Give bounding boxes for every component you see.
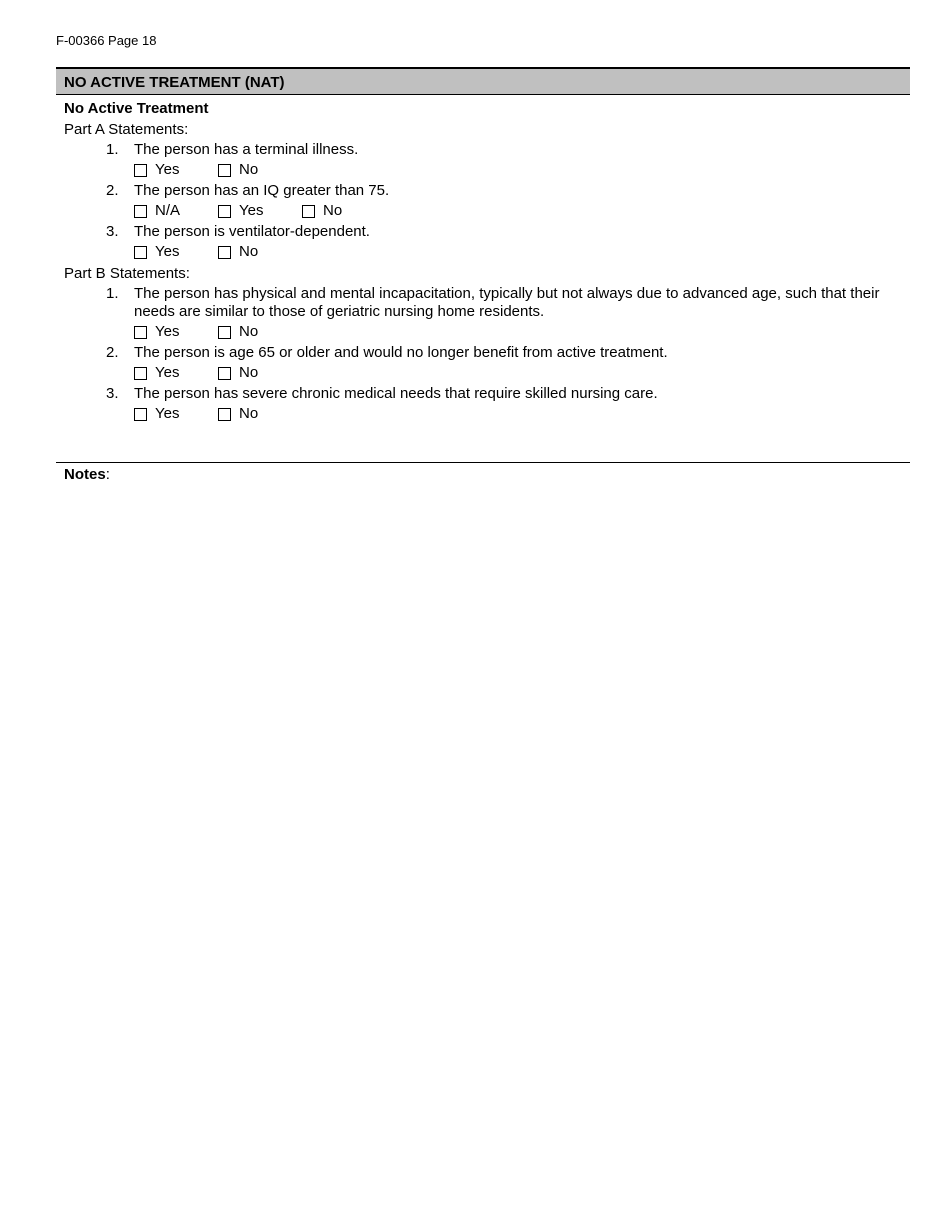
part-a-label: Part A Statements: bbox=[64, 121, 189, 138]
option-label: N/A bbox=[155, 202, 181, 219]
option-no[interactable] bbox=[302, 202, 386, 220]
option-label: No bbox=[239, 323, 259, 340]
statement-number: 1. bbox=[106, 141, 119, 158]
option-label: Yes bbox=[155, 405, 180, 422]
answer-options bbox=[134, 200, 910, 222]
statement-body bbox=[134, 140, 910, 181]
statement-text: The person has a terminal illness. bbox=[134, 141, 359, 158]
option-label: Yes bbox=[239, 202, 264, 219]
checkbox-no[interactable] bbox=[218, 408, 231, 421]
part-b-statement-3 bbox=[106, 384, 910, 425]
statement-text: The person has severe chronic medical needs that require skilled nursing care. bbox=[134, 385, 658, 402]
answer-options bbox=[134, 241, 910, 263]
option-label: No bbox=[239, 161, 259, 178]
checkbox-yes[interactable] bbox=[134, 246, 147, 259]
statement-number: 1. bbox=[106, 285, 119, 302]
option-yes[interactable] bbox=[134, 161, 218, 179]
checkbox-yes[interactable] bbox=[134, 164, 147, 177]
option-no[interactable] bbox=[218, 323, 302, 341]
part-a-statements bbox=[64, 140, 910, 263]
checkbox-yes[interactable] bbox=[134, 408, 147, 421]
part-b-statement-2 bbox=[106, 343, 910, 384]
statement-body bbox=[134, 343, 910, 384]
notes-label: Notes bbox=[64, 466, 106, 483]
option-label: No bbox=[323, 202, 343, 219]
checkbox-yes[interactable] bbox=[134, 326, 147, 339]
option-label: Yes bbox=[155, 364, 180, 381]
option-yes[interactable] bbox=[134, 323, 218, 341]
statement-text: The person has an IQ greater than 75. bbox=[134, 182, 390, 199]
checkbox-no[interactable] bbox=[218, 246, 231, 259]
statement-text: The person is age 65 or older and would no longer benefit from active treatment. bbox=[134, 344, 668, 361]
section-title: NO ACTIVE TREATMENT (NAT) bbox=[56, 67, 910, 95]
answer-options bbox=[134, 159, 910, 181]
statement-body bbox=[134, 181, 910, 222]
notes-field[interactable] bbox=[64, 466, 110, 484]
answer-options bbox=[134, 321, 910, 343]
statement-body bbox=[134, 284, 910, 343]
option-yes[interactable] bbox=[134, 364, 218, 382]
option-label: Yes bbox=[155, 323, 180, 340]
nat-section bbox=[56, 67, 910, 425]
part-b-statements bbox=[64, 284, 910, 425]
part-b-statement-1 bbox=[106, 284, 910, 343]
answer-options bbox=[134, 403, 910, 425]
option-yes[interactable] bbox=[134, 405, 218, 423]
answer-options bbox=[134, 362, 910, 384]
notes-divider bbox=[56, 462, 910, 463]
statement-body bbox=[134, 222, 910, 263]
section-subtitle: No Active Treatment bbox=[64, 100, 209, 117]
option-na[interactable] bbox=[134, 202, 218, 220]
checkbox-no[interactable] bbox=[218, 326, 231, 339]
statement-text: The person is ventilator-dependent. bbox=[134, 223, 370, 240]
statement-body bbox=[134, 384, 910, 425]
option-no[interactable] bbox=[218, 405, 302, 423]
option-label: No bbox=[239, 243, 259, 260]
option-label: No bbox=[239, 405, 259, 422]
option-no[interactable] bbox=[218, 161, 302, 179]
part-a-statement-2 bbox=[106, 181, 910, 222]
section-content bbox=[56, 98, 910, 425]
checkbox-no[interactable] bbox=[302, 205, 315, 218]
checkbox-yes[interactable] bbox=[218, 205, 231, 218]
option-label: No bbox=[239, 364, 259, 381]
option-no[interactable] bbox=[218, 364, 302, 382]
checkbox-no[interactable] bbox=[218, 367, 231, 380]
statement-text: The person has physical and mental incapacitation, typically but not always due to advanced age, such that their needs are similar to those of geriatric nursing home residents. bbox=[134, 285, 880, 320]
statement-number: 3. bbox=[106, 223, 119, 240]
option-yes[interactable] bbox=[218, 202, 302, 220]
option-no[interactable] bbox=[218, 243, 302, 261]
page-header: F-00366 Page 18 bbox=[56, 33, 157, 48]
notes-colon: : bbox=[105, 466, 110, 483]
checkbox-no[interactable] bbox=[218, 164, 231, 177]
option-label: Yes bbox=[155, 161, 180, 178]
part-a-statement-1 bbox=[106, 140, 910, 181]
statement-number: 3. bbox=[106, 385, 119, 402]
statement-number: 2. bbox=[106, 344, 119, 361]
checkbox-yes[interactable] bbox=[134, 367, 147, 380]
part-a-statement-3 bbox=[106, 222, 910, 263]
checkbox-na[interactable] bbox=[134, 205, 147, 218]
statement-number: 2. bbox=[106, 182, 119, 199]
option-yes[interactable] bbox=[134, 243, 218, 261]
part-b-label: Part B Statements: bbox=[64, 265, 190, 282]
option-label: Yes bbox=[155, 243, 180, 260]
